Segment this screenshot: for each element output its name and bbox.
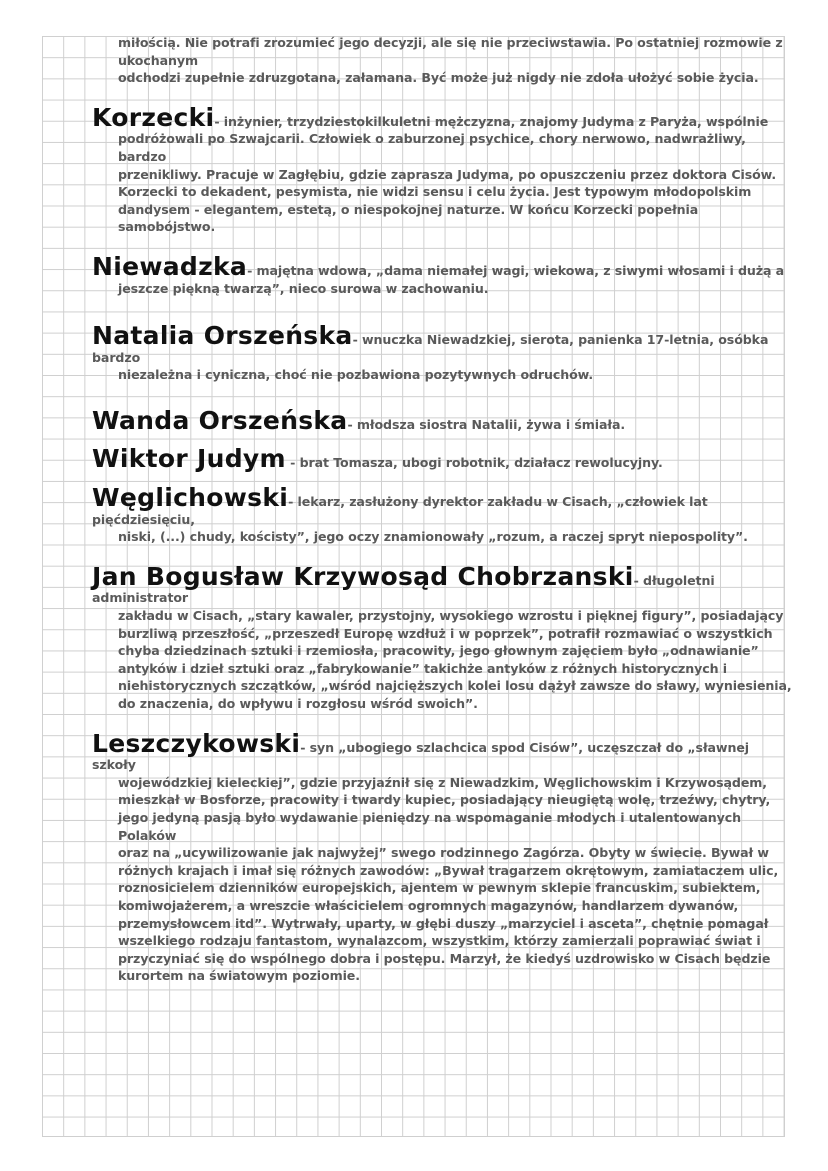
entry-line: mieszkał w Bosforze, pracowity i twardy kupiec, posiadający nieugiętą wolę, trzeźwy, chytry, xyxy=(118,792,771,808)
entry-line: przemysłowcem itd”. Wytrwały, uparty, w głębi duszy „marzyciel i asceta”, chętnie pomagał xyxy=(118,915,769,931)
entry-line: Korzecki to dekadent, pesymista, nie widzi sensu i celu życia. Jest typowym młodopolskim xyxy=(118,184,752,200)
entry-line: do znaczenia, do wpływu i rozgłosu wśród swoich”. xyxy=(118,696,478,712)
entry-line: antyków i dzieł sztuki oraz „fabrykowanie” takichże antyków z różnych historycznych i xyxy=(118,660,727,676)
entry-line: chyba dziedzinach sztuki i rzemiosła, pracowity, jego głownym zajęciem było „odnawianie” xyxy=(118,643,759,659)
entry-line: niehistorycznych szczątków, „wśród najcięższych kolei losu dążył zawsze do sławy, wyniesienia, xyxy=(118,678,792,694)
entry-line: jeszcze piękną twarzą”, nieco surowa w zachowaniu. xyxy=(118,280,489,296)
entry-line: wojewódzkiej kieleckiej”, gdzie przyjaźnił się z Niewadzkim, Węglichowskim i Krzywosądem, xyxy=(118,774,767,790)
entry-line: dandysem - elegantem, estetą, o niespokojnej naturze. W końcu Korzecki popełnia samobójstwo. xyxy=(118,201,699,235)
character-name: Niewadzka xyxy=(92,251,248,281)
entry-line: podróżowali po Szwajcarii. Człowiek o zaburzonej psychice, chory nerwowo, nadwrażliwy, bardzo xyxy=(118,131,746,164)
entry-first-line: - brat Tomasza, ubogi robotnik, działacz rewolucyjny. xyxy=(285,454,663,470)
character-name: Wiktor Judym xyxy=(92,443,286,473)
entry-line: kurortem na światowym poziomie. xyxy=(118,968,360,984)
entry-niewadzka xyxy=(92,251,792,297)
entry-first-line: - majętna wdowa, „dama niemałej wagi, wiekowa, z siwymi włosami i dużą a xyxy=(247,262,785,278)
entry-first-line: - młodsza siostra Natalii, żywa i śmiała. xyxy=(347,416,626,432)
entry-line: roznosicielem dzienników europejskich, ajentem w pewnym sklepie francuskim, subiektem, xyxy=(118,880,761,896)
character-name: Natalia Orszeńska xyxy=(92,321,353,351)
entry-korzecki xyxy=(92,102,792,236)
character-name: Korzecki xyxy=(92,102,215,132)
character-list xyxy=(92,34,792,985)
entry-wiktor-judym xyxy=(92,443,792,473)
intro-continuation xyxy=(92,34,792,87)
character-name: Leszczykowski xyxy=(92,728,301,758)
entry-first-line: - lekarz, zasłużony dyrektor zakładu w Cisach, „człowiek lat pięćdziesięciu, xyxy=(92,494,708,527)
entry-line: jego jedyną pasją było wydawanie pieniędzy na wspomaganie młodych i utalentowanych Polaków xyxy=(118,810,742,843)
entry-line: komiwojażerem, a wreszcie właścicielem ogromnych magazynów, handlarzem dywanów, xyxy=(118,897,739,913)
entry-line: przyczyniać się do wspólnego dobra i postępu. Marzył, że kiedyś uzdrowisko w Cisach będzie xyxy=(118,950,771,966)
entry-line: wszelkiego rodzaju fantastom, wynalazcom, wszystkim, którzy zamierzali poprawiać świat i xyxy=(118,933,761,949)
entry-weglichowski xyxy=(92,483,792,546)
entry-line: niezależna i cyniczna, choć nie pozbawiona pozytywnych odruchów. xyxy=(118,367,594,383)
entry-line: niski, (...) chudy, kościsty”, jego oczy znamionowały „rozum, a raczej spryt niepospolity”. xyxy=(118,529,748,545)
entry-first-line: - długoletni administrator xyxy=(92,572,715,606)
entry-first-line: - inżynier, trzydziestokilkuletni mężczyzna, znajomy Judyma z Paryża, wspólnie xyxy=(214,113,769,129)
intro-line: odchodzi zupełnie zdruzgotana, załamana. Być może już nigdy nie zdoła ułożyć sobie życia. xyxy=(118,70,759,86)
entry-line: oraz na „ucywilizowanie jak najwyżej” swego rodzinnego Zagórza. Obyty w świecie. Bywał w xyxy=(118,845,769,861)
entry-leszczykowski xyxy=(92,728,792,985)
character-name: Jan Bogusław Krzywosąd Chobrzanski xyxy=(92,561,634,591)
entry-first-line: - syn „ubogiego szlachcica spod Cisów”, uczęszczał do „sławnej szkoły xyxy=(92,739,749,773)
entry-line: zakładu w Cisach, „stary kawaler, przystojny, wysokiego wzrostu i pięknej figury”, posiadający xyxy=(118,608,784,624)
entry-krzywosad-chobrzanski xyxy=(92,561,792,713)
entry-wanda-orszenska xyxy=(92,405,792,435)
intro-line: miłością. Nie potrafi zrozumieć jego decyzji, ale się nie przeciwstawia. Po ostatniej rozmowie z ukochanym xyxy=(118,35,783,68)
entry-line: różnych krajach i imał się różnych zawodów: „Bywał tragarzem okrętowym, zamiataczem ulic, xyxy=(118,862,779,878)
character-name: Wanda Orszeńska xyxy=(92,405,348,435)
entry-line: przenikliwy. Pracuje w Zagłębiu, gdzie zaprasza Judyma, po opuszczeniu przez doktora Cisów. xyxy=(118,166,777,182)
entry-natalia-orszenska xyxy=(92,321,792,384)
entry-first-line: - wnuczka Niewadzkiej, sierota, panienka 17-letnia, osóbka bardzo xyxy=(92,332,769,365)
entry-line: burzliwą przeszłość, „przeszedł Europę wzdłuż i w poprzek”, potrafił rozmawiać o wszystkich xyxy=(118,625,773,641)
character-name: Węglichowski xyxy=(92,483,289,513)
